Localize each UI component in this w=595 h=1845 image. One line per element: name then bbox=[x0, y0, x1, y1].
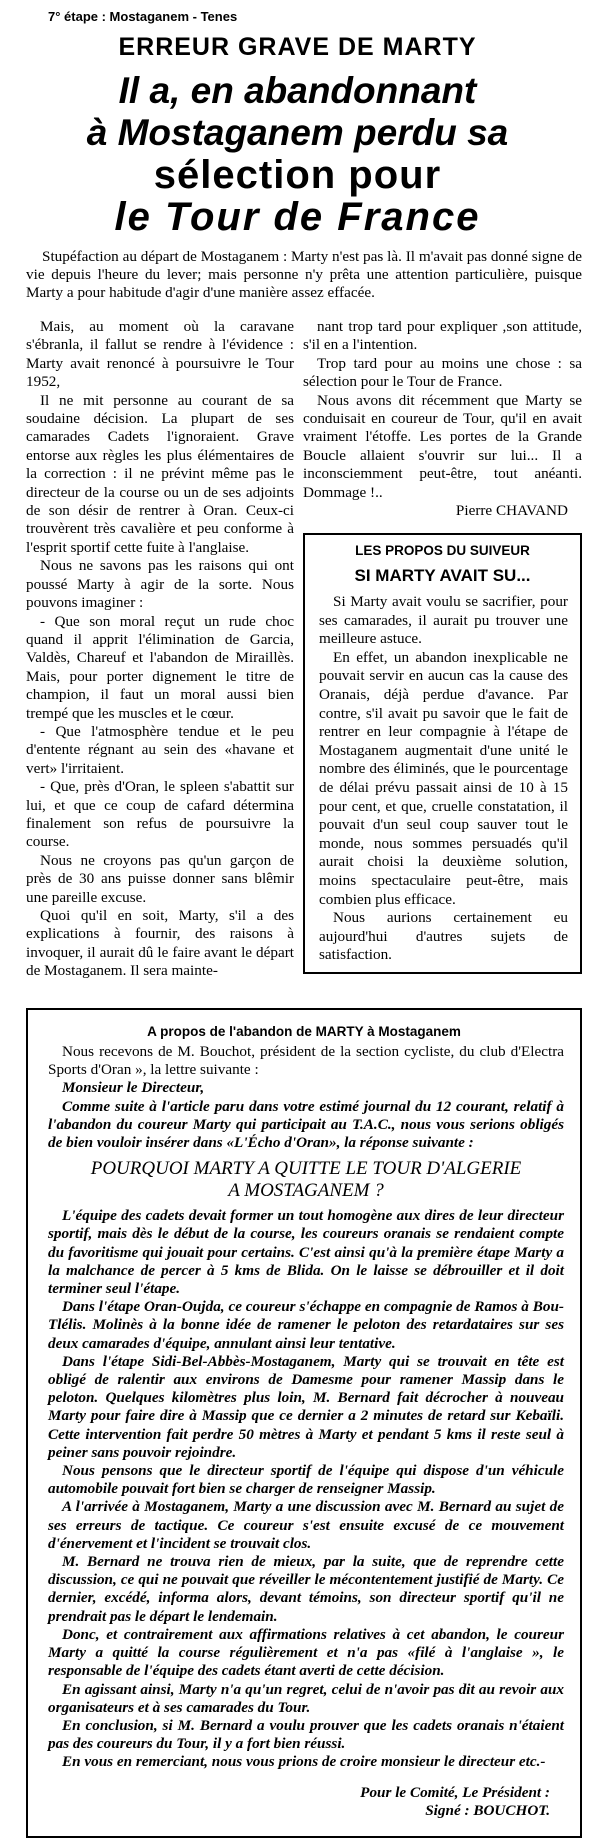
letter-paragraph: A l'arrivée à Mostaganem, Marty a une discussion avec M. Bernard au sujet de ses erreurs de tactique. Ce coureur s'est ensuite excusé de ce mouvement d'énervement et l'incident se trouvait clos. bbox=[48, 1498, 564, 1552]
letter-paragraph: L'équipe des cadets devait former un tout homogène aux dires de leur directeur sportif, mais dès le début de la course, les coureurs oranais se rendaient compte du favoritisme qui jouait pour certains. C'est ainsi qu'à la première étape Marty a la malchance de percer à 5 kms de Blida. On le laisse se débrouiller et il doit terminer seul l'étape. bbox=[48, 1207, 564, 1298]
main-headline bbox=[0, 70, 595, 238]
stage-line: 7° étape : Mostaganem - Tenes bbox=[48, 9, 238, 24]
article-paragraph: Quoi qu'il en soit, Marty, s'il a des explications à fournir, des raisons à invoquer, il aurait dû le faire avant le départ de Mostaganem. Il sera mainte- bbox=[26, 907, 294, 980]
author-signature: Pierre CHAVAND bbox=[455, 502, 568, 520]
article-column-2 bbox=[303, 318, 582, 520]
box-kicker: LES PROPOS DU SUIVEUR bbox=[355, 543, 530, 558]
headline-line-2: à Mostaganem perdu sa bbox=[86, 112, 509, 153]
letter-salutation: Monsieur le Directeur, bbox=[62, 1079, 205, 1097]
article-paragraph: nant trop tard pour expliquer ,son attitude, s'il en a l'intention. bbox=[303, 318, 582, 354]
letter-paragraph: Nous pensons que le directeur sportif de l'équipe qui dispose d'un véhicule automobile pouvait fort bien se charger de renseigner Massip. bbox=[48, 1462, 564, 1498]
letter-body bbox=[48, 1043, 564, 1820]
article-paragraph: - Que son moral reçut un rude choc quand il apprit l'élimination de Garcia, Valdès, Chareuf et l'abandon de Miraillès. Mais, pour porter dignement le titre de champion, il faut un moral aussi bien trempé que les muscles et le cœur. bbox=[26, 612, 294, 722]
letter-intro: Nous recevons de M. Bouchot, président de la section cycliste, du club d'Electra Sports d'Oran », la lettre suivante : bbox=[48, 1043, 564, 1079]
headline-line-4: le Tour de France bbox=[114, 195, 481, 239]
letter-box-title: A propos de l'abandon de MARTY à Mostaganem bbox=[147, 1024, 461, 1039]
article-paragraph: Nous avons dit récemment que Marty se conduisait en coureur de Tour, qu'il en avait vraiment l'étoffe. Les portes de la Grande Boucle allaient s'ouvrir sur lui... Il a inconsciemment peut-être, tout anéanti. Dommage !.. bbox=[303, 391, 582, 501]
letter-paragraph: En conclusion, si M. Bernard a voulu prouver que les cadets oranais n'étaient pas des coureurs du Tour, il y a fort bien réussi. bbox=[48, 1716, 564, 1753]
kicker-headline: ERREUR GRAVE DE MARTY bbox=[118, 33, 477, 61]
article-paragraph: - Que, près d'Oran, le spleen s'abattit sur lui, et que ce coup de cafard détermina finalement son refus de poursuivre la course. bbox=[26, 778, 294, 851]
article-paragraph: Il ne mit personne au courant de sa soudaine décision. La plupart de ses camarades Cadets l'ignoraient. Grave entorse aux règles les plus élémentaires de la correction : il ne prévint même pas le directeur de la course ou un de ses adjoints de son désir de rentrer à Oran. Ceux-ci trouvèrent très cavalière et peu conforme à l'esprit sportif cette fuite à l'anglaise. bbox=[26, 391, 294, 556]
article-paragraph: Nous ne savons pas les raisons qui ont poussé Marty à agir de la sorte. Nous pouvons imaginer : bbox=[26, 557, 294, 612]
letter-paragraph: En agissant ainsi, Marty n'a qu'un regret, celui de n'avoir pas dit au revoir aux organisateurs et à ses camarades du Tour. bbox=[48, 1680, 564, 1716]
article-paragraph: Trop tard pour au moins une chose : sa sélection pour le Tour de France. bbox=[303, 354, 582, 391]
letter-heading bbox=[48, 1158, 564, 1202]
box-paragraph: En effet, un abandon inexplicable ne pouvait servir en aucun cas la cause des Oranais, déjà perdue d'avance. Par contre, s'il avait pu savoir que le fait de rentrer en leur compagnie à l'étape de Mostaganem augmentait d'une unité le nombre des éliminés, que le pourcentage de délai prévu passait ainsi de 10 à 15 pour cent, et que, cruelle constatation, il pouvait d'un seul coup sauver tout le monde, nous sommes persuadés qu'il aurait choisi la deuxième solution, moins spectaculaire peut-être, mais combien plus efficace. bbox=[319, 648, 568, 908]
article-paragraph: Nous ne croyons pas qu'un garçon de près de 30 ans puisse donner sans blêmir une pareille excuse. bbox=[26, 851, 294, 906]
letter-request: Comme suite à l'article paru dans votre estimé journal du 12 courant, relatif à l'abandon du coureur Marty qui participait au T.A.C., nous vous serions obligés de bien vouloir insérer dans «L'Écho d'Oran», la réponse suivante : bbox=[48, 1097, 564, 1152]
sidebar-box-suiveur bbox=[303, 533, 582, 974]
letter-paragraph: Dans l'étape Sidi-Bel-Abbès-Mostaganem, Marty qui se trouvait en tête est obligé de ralentir aux environs de Damesme pour ramener Massip dans le peloton. Quelques kilomètres plus loin, M. Bernard fait décrocher à nouveau Marty pour faire dire à Massip que ce dernier a 2 minutes de retard sur Kebaïli. Cette intervention fait perdre 50 mètres à Marty et pendant 5 kms il reste seul à peiner sans pouvoir rejoindre. bbox=[48, 1352, 564, 1461]
letter-paragraph: M. Bernard ne trouva rien de mieux, par la suite, que de reprendre cette discussion, ce qui ne pouvait que réveiller le mécontentement justifié de Marty. Ce dernier, excédé, informa alors, devant témoins, son directeur sportif qu'il ne prendrait pas le départ le lendemain. bbox=[48, 1553, 564, 1625]
box-paragraph: Si Marty avait voulu se sacrifier, pour ses camarades, il aurait pu trouver une meilleure astuce. bbox=[319, 593, 568, 648]
signoff-line-1: Pour le Comité, Le Président : bbox=[360, 1783, 550, 1801]
article-column-1 bbox=[26, 318, 294, 981]
letter-paragraph: Dans l'étape Oran-Oujda, ce coureur s'échappe en compagnie de Ramos à Bou-Tlélis. Molinès à la bonne idée de ramener le peloton des retardataires sur ses deux camarades d'équipe, annulant ainsi leur tentative. bbox=[48, 1298, 564, 1352]
letter-signoff bbox=[48, 1784, 564, 1820]
letter-paragraph: En vous en remerciant, nous vous prions de croire monsieur le directeur etc.- bbox=[62, 1753, 546, 1771]
lede-paragraph: Stupéfaction au départ de Mostaganem : Marty n'est pas là. Il m'avait pas donné signe de vie depuis l'heure du lever; mais personne n'y prêta une attention particulière, puisque Marty a pour habitude d'agir d'une manière assez effacée. bbox=[26, 248, 582, 301]
signoff-line-2: Signé : BOUCHOT. bbox=[425, 1801, 550, 1819]
box-body bbox=[319, 593, 568, 965]
article-paragraph: Mais, au moment où la caravane s'ébranla, il fallut se rendre à l'évidence : Marty avait renoncé à poursuivre le Tour 1952, bbox=[26, 318, 294, 391]
letter-heading-line-2: A MOSTAGANEM ? bbox=[228, 1180, 384, 1202]
letter-paragraph: Donc, et contrairement aux affirmations relatives à cet abandon, le coureur Marty a quitté la course régulièrement et n'a pas «filé à l'anglaise », le responsable de l'équipe des cadets étant averti de cette décision. bbox=[48, 1625, 564, 1680]
headline-line-3: sélection pour bbox=[153, 153, 442, 197]
headline-line-1: Il a, en abandonnant bbox=[118, 70, 477, 111]
box-paragraph: Nous aurions certainement eu aujourd'hui d'autres sujets de satisfaction. bbox=[319, 909, 568, 964]
article-paragraph: - Que l'atmosphère tendue et le peu d'entente régnant au sein des «havane et vert» l'irritaient. bbox=[26, 722, 294, 777]
letter-heading-line-1: POURQUOI MARTY A QUITTE LE TOUR D'ALGERIE bbox=[90, 1158, 522, 1180]
letter-box bbox=[26, 1008, 582, 1838]
box-title: SI MARTY AVAIT SU... bbox=[354, 566, 531, 585]
